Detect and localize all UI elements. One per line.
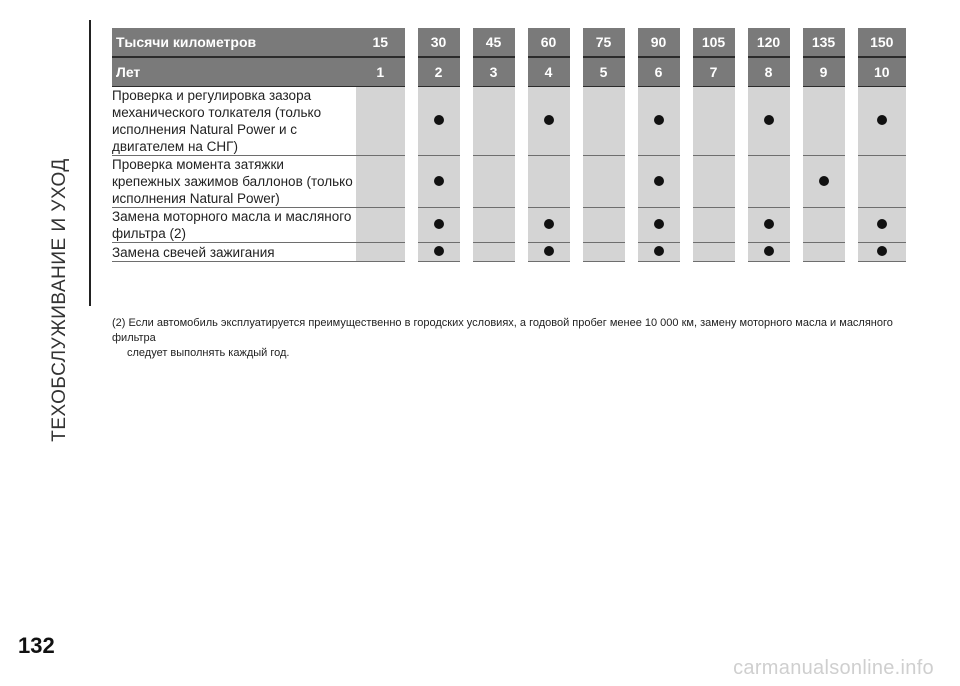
header-km-label: Тысячи километров [112,28,356,57]
scheduled-dot-icon [877,219,887,229]
schedule-cell [741,243,796,262]
row-label: Проверка и регулировка зазора механического толкателя (только исполнения Natural Power и с двигателем на СНГ) [112,87,356,156]
header-km-cell: 15 [356,28,411,57]
header-km-cell: 150 [851,28,906,57]
schedule-cell [631,87,686,156]
scheduled-dot-icon [764,115,774,125]
scheduled-dot-icon [764,246,774,256]
side-title-text: ТЕХОБСЛУЖИВАНИЕ И УХОД [49,158,70,442]
schedule-cell [796,243,851,262]
header-year-cell: 7 [686,57,741,87]
header-year-cell: 5 [576,57,631,87]
scheduled-dot-icon [654,176,664,186]
header-year-cell: 8 [741,57,796,87]
table-row [112,156,906,208]
table-row [112,243,906,262]
header-km-cell: 45 [466,28,521,57]
scheduled-dot-icon [654,219,664,229]
schedule-cell [851,208,906,243]
footnote-line-1: (2) Если автомобиль эксплуатируется преимущественно в городских условиях, а годовой пробег менее 10 000 км, замену моторного масла и масляного фильтра [112,317,893,344]
scheduled-dot-icon [544,246,554,256]
schedule-cell [686,156,741,208]
schedule-cell [411,87,466,156]
schedule-cell [356,243,411,262]
scheduled-dot-icon [654,115,664,125]
schedule-cell [576,87,631,156]
header-km-cell: 105 [686,28,741,57]
schedule-cell [631,156,686,208]
schedule-cell [466,156,521,208]
header-km-cell: 120 [741,28,796,57]
scheduled-dot-icon [819,176,829,186]
header-km-cell: 135 [796,28,851,57]
schedule-cell [356,156,411,208]
schedule-cell [796,87,851,156]
schedule-cell [631,243,686,262]
schedule-cell [851,243,906,262]
schedule-cell [741,156,796,208]
scheduled-dot-icon [434,246,444,256]
scheduled-dot-icon [434,176,444,186]
schedule-cell [631,208,686,243]
page-number: 132 [18,633,55,658]
schedule-cell [741,87,796,156]
schedule-cell [796,156,851,208]
schedule-cell [356,208,411,243]
schedule-body [112,87,906,262]
side-divider [89,20,91,306]
schedule-cell [411,208,466,243]
row-label: Замена свечей зажигания [112,243,356,262]
table-row [112,87,906,156]
scheduled-dot-icon [544,219,554,229]
schedule-cell [411,156,466,208]
header-year-cell: 3 [466,57,521,87]
schedule-cell [851,156,906,208]
scheduled-dot-icon [434,115,444,125]
schedule-cell [576,208,631,243]
schedule-cell [521,87,576,156]
row-label: Проверка момента затяжки крепежных зажимов баллонов (только исполнения Natural Power) [112,156,356,208]
header-km-cell: 30 [411,28,466,57]
schedule-cell [576,156,631,208]
schedule-cell [466,87,521,156]
footnote-line-2: следует выполнять каждый год. [127,347,290,359]
schedule-cell [466,243,521,262]
header-year-cell: 1 [356,57,411,87]
maintenance-schedule-table [112,28,906,262]
header-year-cell: 10 [851,57,906,87]
scheduled-dot-icon [544,115,554,125]
schedule-cell [796,208,851,243]
schedule-cell [521,208,576,243]
row-label: Замена моторного масла и масляного фильтра (2) [112,208,356,243]
schedule-cell [356,87,411,156]
header-year-cell: 6 [631,57,686,87]
schedule-cell [741,208,796,243]
header-row-years [112,57,906,87]
header-years-label: Лет [112,57,356,87]
schedule-cell [411,243,466,262]
scheduled-dot-icon [654,246,664,256]
header-year-cell: 9 [796,57,851,87]
schedule-cell [466,208,521,243]
scheduled-dot-icon [877,246,887,256]
schedule-cell [576,243,631,262]
header-km-cell: 60 [521,28,576,57]
header-year-cell: 2 [411,57,466,87]
scheduled-dot-icon [764,219,774,229]
scheduled-dot-icon [877,115,887,125]
schedule-cell [686,208,741,243]
header-km-cell: 90 [631,28,686,57]
schedule-cell [686,243,741,262]
header-row-km [112,28,906,57]
schedule-cell [521,156,576,208]
footnote [112,316,912,361]
table-row [112,208,906,243]
schedule-cell [851,87,906,156]
schedule-cell [686,87,741,156]
header-year-cell: 4 [521,57,576,87]
scheduled-dot-icon [434,219,444,229]
watermark: carmanualsonline.info [733,657,934,679]
header-km-cell: 75 [576,28,631,57]
schedule-cell [521,243,576,262]
